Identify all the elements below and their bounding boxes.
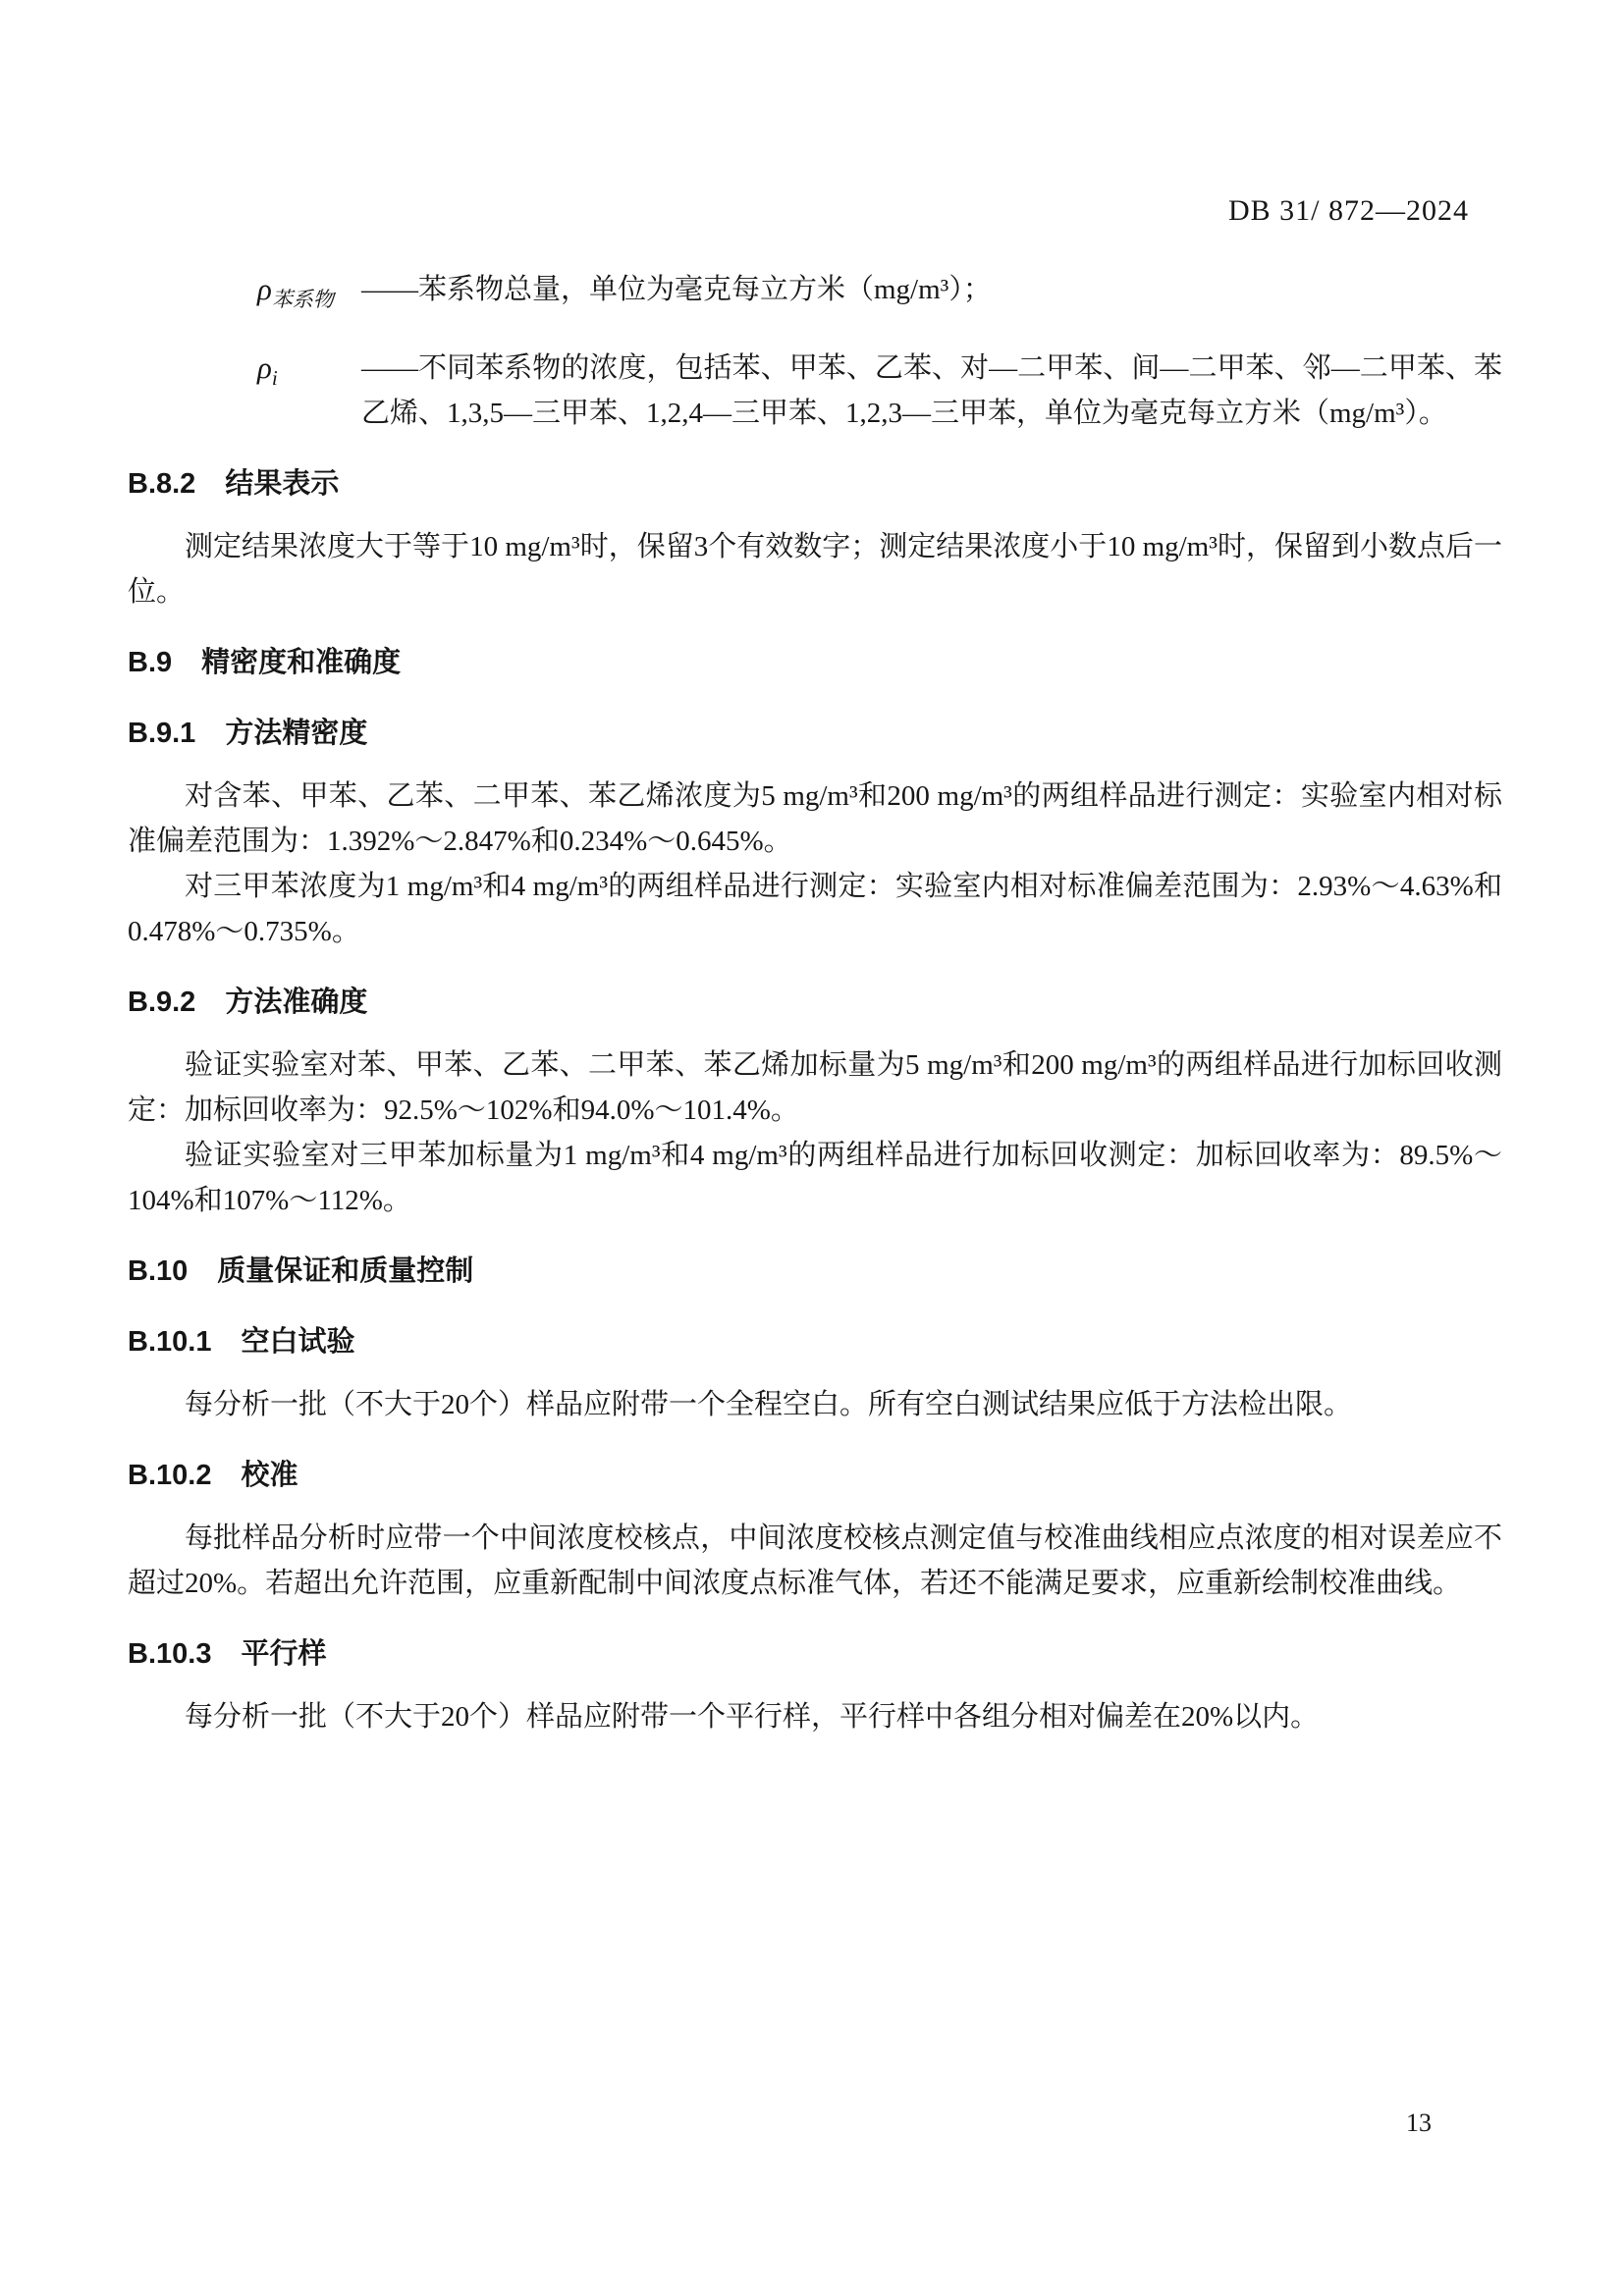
section-title: 平行样 (241, 1637, 327, 1670)
section-number: B.9 (128, 646, 173, 678)
rho-symbol: ρ (257, 349, 272, 385)
section-title: 方法准确度 (225, 986, 368, 1018)
section-heading-b82 (128, 461, 1502, 507)
paragraph: 对三甲苯浓度为1 mg/m³和4 mg/m³的两组样品进行测定：实验室内相对标准偏差范围为：2.93%～4.63%和0.478%～0.735%。 (128, 870, 1502, 947)
section-number: B.10 (128, 1255, 189, 1287)
definition-text: ——苯系物总量，单位为毫克每立方米（mg/m³）； (361, 274, 992, 305)
section-heading-b9 (128, 640, 1502, 685)
section-title: 空白试验 (241, 1325, 355, 1358)
paragraph: 测定结果浓度大于等于10 mg/m³时，保留3个有效数字；测定结果浓度小于10 mg/m³时，保留到小数点后一位。 (128, 530, 1502, 608)
page-number: 13 (1406, 2109, 1432, 2137)
section-heading-b102 (128, 1453, 1502, 1498)
section-heading-b103 (128, 1631, 1502, 1677)
definition-symbol (128, 346, 361, 436)
paragraph: 对含苯、甲苯、乙苯、二甲苯、苯乙烯浓度为5 mg/m³和200 mg/m³的两组样品进行测定：实验室内相对标准偏差范围为：1.392%～2.847%和0.234%～0.645%。 (128, 779, 1502, 857)
section-number: B.9.1 (128, 717, 196, 749)
section-heading-b101 (128, 1319, 1502, 1364)
section-title: 校准 (241, 1459, 298, 1491)
section-number: B.10.2 (128, 1459, 212, 1491)
definition-row (128, 346, 1502, 436)
section-number: B.8.2 (128, 467, 196, 500)
rho-subscript: i (271, 365, 278, 390)
paragraph: 验证实验室对三甲苯加标量为1 mg/m³和4 mg/m³的两组样品进行加标回收测定：加标回收率为：89.5%～104%和107%～112%。 (128, 1139, 1502, 1216)
rho-symbol: ρ (257, 272, 272, 306)
section-number: B.10.3 (128, 1637, 212, 1670)
rho-subscript: 苯系物 (271, 287, 334, 311)
section-title: 精密度和准确度 (201, 646, 402, 678)
section-title: 质量保证和质量控制 (217, 1255, 474, 1287)
section-title: 方法精密度 (225, 717, 368, 749)
paragraph: 验证实验室对苯、甲苯、乙苯、二甲苯、苯乙烯加标量为5 mg/m³和200 mg/m³的两组样品进行加标回收测定：加标回收率为：92.5%～102%和94.0%～101.4%。 (128, 1048, 1502, 1126)
section-title: 结果表示 (225, 467, 340, 500)
section-number: B.9.2 (128, 986, 196, 1018)
section-heading-b91 (128, 711, 1502, 756)
paragraph: 每批样品分析时应带一个中间浓度校核点，中间浓度校核点测定值与校准曲线相应点浓度的相对误差应不超过20%。若超出允许范围，应重新配制中间浓度点标准气体，若还不能满足要求，应重新绘制校准曲线。 (128, 1522, 1502, 1599)
paragraph: 每分析一批（不大于20个）样品应附带一个全程空白。所有空白测试结果应低于方法检出限。 (185, 1388, 1353, 1420)
document-body (128, 267, 1502, 1739)
section-heading-b10 (128, 1249, 1502, 1294)
section-heading-b92 (128, 980, 1502, 1025)
paragraph: 每分析一批（不大于20个）样品应附带一个平行样，平行样中各组分相对偏差在20%以内。 (185, 1700, 1320, 1733)
document-number: DB 31/ 872—2024 (1227, 194, 1469, 227)
definition-text: ——不同苯系物的浓度，包括苯、甲苯、乙苯、对—二甲苯、间—二甲苯、邻—二甲苯、苯乙烯、1,3,5—三甲苯、1,2,4—三甲苯、1,2,3—三甲苯，单位为毫克每立方米（mg/m³）。 (361, 351, 1502, 429)
definition-symbol (128, 267, 361, 322)
definition-row (128, 267, 1502, 322)
section-number: B.10.1 (128, 1325, 212, 1358)
